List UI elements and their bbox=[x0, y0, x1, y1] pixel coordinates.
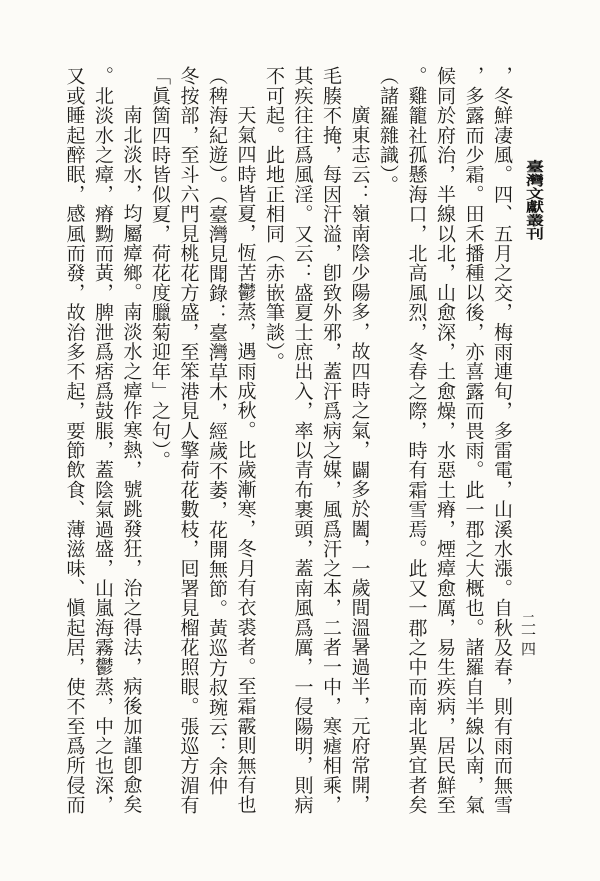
text-column: 冬按部，至斗六門見桃花方盛，至笨港見人擎荷花數枝，囘署見榴花照眼。張巡方湄有 bbox=[177, 66, 200, 815]
text-column: （稗海紀遊）。（臺灣見聞錄：臺灣草木，經歲不萎，花開無節。黃巡方叔琬云：余仲 bbox=[206, 66, 228, 796]
text-column: 。雞籠社孤懸海口，北高風烈，冬春之際，時有霜雪焉。此又一郡之中而南北異宜者矣 bbox=[405, 66, 428, 815]
text-column: 天氣四時皆夏，恆苦鬱蒸，遇雨成秋。比歲漸寒，冬月有衣裘者。至霜霰則無有也 bbox=[234, 105, 257, 815]
series-title: 臺灣文獻叢刊 bbox=[523, 160, 544, 240]
text-column: 廣東志云：嶺南陰少陽多，故四時之氣，闢多於闔，一歲間溫暑過半，元府常開， bbox=[348, 105, 371, 815]
page-number: 二一四 bbox=[519, 613, 537, 655]
text-column: 南北淡水，均屬瘴鄉。南淡水之瘴作寒熱，號跳發狂，治之得法，病後加謹卽愈矣 bbox=[120, 105, 143, 815]
text-column: ，多露而少霜。田禾播種以後，亦喜露而畏雨。此一郡之大概也。諸羅自半線以南，氣 bbox=[462, 66, 485, 815]
text-column: 不可起。此地正相同（赤嵌筆談）。 bbox=[263, 66, 285, 372]
text-column: ，冬鮮凄風。四、五月之交，梅雨連旬，多雷電，山溪水漲。自秋及春，則有雨而無雪 bbox=[491, 66, 513, 815]
text-column: 候同於府治，半線以北，山愈深，土愈燥，水惡土瘠，煙瘴愈厲，易生疾病，居民鮮至 bbox=[434, 66, 456, 815]
text-columns bbox=[60, 66, 516, 818]
text-column: 毛腠不掩，每因汗溢，卽致外邪，蓋汗爲病之媒，風爲汗之本，二者一中，寒瘧相乘， bbox=[320, 66, 342, 815]
text-column: （諸羅雜識）。 bbox=[377, 66, 399, 195]
text-column: 又或睡起醉眠，感風而發，故治多不起，要節飲食、薄滋味、愼起居，使不至爲所侵而 bbox=[63, 66, 86, 815]
text-column: 「眞箇四時皆似夏，荷花度臘菊迎年」之句）。 bbox=[149, 66, 171, 471]
text-column: 。北淡水之瘴，瘠黝而黃，脾泄爲痞爲鼓脹，蓋陰氣過盛，山嵐海霧鬱蒸，中之也深， bbox=[92, 66, 114, 815]
text-column: 其疾往往爲風淫。又云：盛夏士庶出入，率以青布裹頭，蓋南風爲厲，一侵陽明，則病 bbox=[291, 66, 314, 815]
